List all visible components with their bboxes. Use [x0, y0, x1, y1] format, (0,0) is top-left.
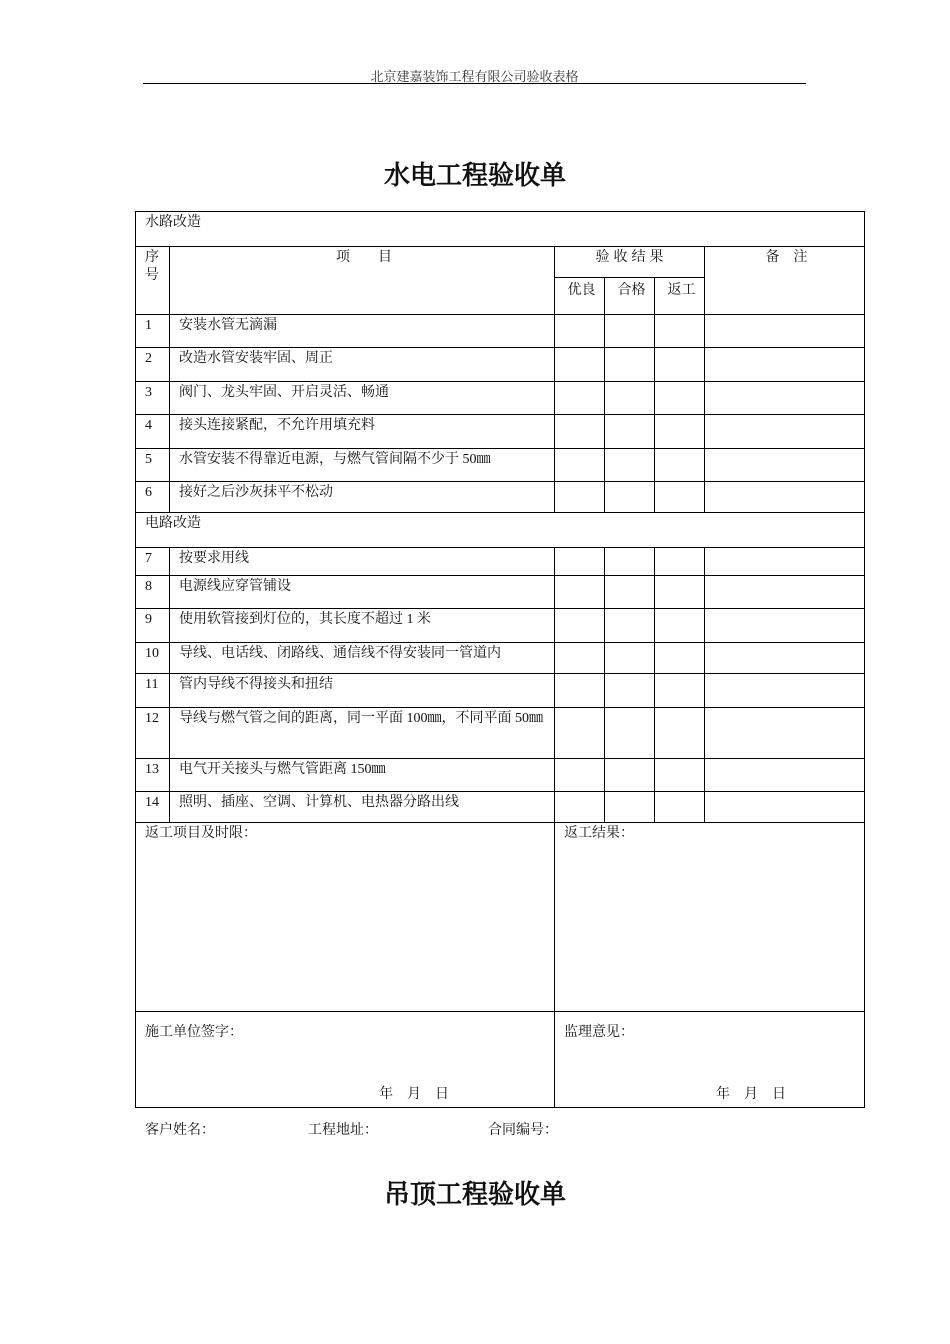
row-item: 使用软管接到灯位的，其长度不超过 1 米 — [170, 609, 555, 643]
row-number: 10 — [136, 643, 170, 674]
remark-cell[interactable] — [705, 348, 865, 382]
remark-cell[interactable] — [705, 708, 865, 759]
contract-number-label: 合同编号： — [488, 1123, 558, 1138]
pass-cell[interactable] — [605, 482, 655, 513]
contractor-sign-label: 施工单位签字： — [145, 1025, 243, 1040]
excellent-cell[interactable] — [555, 382, 605, 415]
row-number: 9 — [136, 609, 170, 643]
result-header: 验收结果 — [555, 247, 705, 278]
supervisor-opinion-field[interactable] — [555, 1012, 865, 1108]
rework-cell[interactable] — [655, 792, 705, 823]
excellent-cell[interactable] — [555, 759, 605, 792]
remark-cell[interactable] — [705, 609, 865, 643]
page-header: 北京建嘉装饰工程有限公司验收表格 — [370, 69, 579, 84]
table-row — [136, 576, 865, 609]
supervisor-opinion-label: 监理意见： — [564, 1025, 634, 1040]
remark-cell[interactable] — [705, 548, 865, 576]
row-number: 11 — [136, 674, 170, 708]
customer-name-label: 客户姓名： — [145, 1123, 215, 1138]
row-item: 按要求用线 — [170, 548, 555, 576]
row-number: 6 — [136, 482, 170, 513]
remark-cell[interactable] — [705, 449, 865, 482]
remark-cell[interactable] — [705, 382, 865, 415]
excellent-cell[interactable] — [555, 415, 605, 449]
pass-cell[interactable] — [605, 548, 655, 576]
supervisor-date-label: 年 月 日 — [716, 1087, 786, 1102]
row-number: 8 — [136, 576, 170, 609]
excellent-cell[interactable] — [555, 449, 605, 482]
rework-cell[interactable] — [655, 348, 705, 382]
pass-cell[interactable] — [605, 609, 655, 643]
rework-result-label: 返工结果： — [564, 826, 634, 841]
remark-cell[interactable] — [705, 643, 865, 674]
acceptance-form-table — [135, 211, 865, 1108]
row-item: 改造水管安装牢固、周正 — [170, 348, 555, 382]
excellent-cell[interactable] — [555, 792, 605, 823]
rework-cell[interactable] — [655, 609, 705, 643]
remark-cell[interactable] — [705, 415, 865, 449]
row-item: 安装水管无滴漏 — [170, 315, 555, 348]
item-header: 项 目 — [170, 247, 555, 315]
section-row-electric — [136, 513, 865, 548]
row-item: 照明、插座、空调、计算机、电热器分路出线 — [170, 792, 555, 823]
excellent-cell[interactable] — [555, 708, 605, 759]
pass-cell[interactable] — [605, 674, 655, 708]
rework-items-field[interactable] — [136, 823, 555, 1012]
contractor-date-label: 年 月 日 — [379, 1087, 449, 1102]
table-row — [136, 759, 865, 792]
section-label-electric: 电路改造 — [136, 513, 865, 548]
signature-row — [136, 1012, 865, 1108]
rework-header: 返工 — [655, 278, 705, 315]
row-number: 3 — [136, 382, 170, 415]
section-row-water — [136, 212, 865, 247]
row-item: 电气开关接头与燃气管距离 150㎜ — [170, 759, 555, 792]
row-item: 电源线应穿管铺设 — [170, 576, 555, 609]
row-number: 2 — [136, 348, 170, 382]
rework-cell[interactable] — [655, 708, 705, 759]
row-number: 7 — [136, 548, 170, 576]
rework-cell[interactable] — [655, 415, 705, 449]
pass-header: 合格 — [605, 278, 655, 315]
pass-cell[interactable] — [605, 449, 655, 482]
pass-cell[interactable] — [605, 415, 655, 449]
table-row — [136, 382, 865, 415]
row-number: 12 — [136, 708, 170, 759]
row-number: 13 — [136, 759, 170, 792]
table-row — [136, 415, 865, 449]
rework-row — [136, 823, 865, 1012]
remark-cell[interactable] — [705, 482, 865, 513]
pass-cell[interactable] — [605, 643, 655, 674]
header-row — [136, 247, 865, 278]
pass-cell[interactable] — [605, 315, 655, 348]
seq-header: 序号 — [136, 247, 170, 315]
row-number: 5 — [136, 449, 170, 482]
pass-cell[interactable] — [605, 759, 655, 792]
row-item: 接头连接紧配，不允许用填充料 — [170, 415, 555, 449]
excellent-cell[interactable] — [555, 643, 605, 674]
table-row — [136, 708, 865, 759]
remark-cell[interactable] — [705, 792, 865, 823]
excellent-cell[interactable] — [555, 674, 605, 708]
table-row — [136, 449, 865, 482]
next-form-title: 吊顶工程验收单 — [383, 1180, 566, 1210]
rework-cell[interactable] — [655, 674, 705, 708]
form-title: 水电工程验收单 — [383, 161, 566, 191]
pass-cell[interactable] — [605, 576, 655, 609]
table-row — [136, 674, 865, 708]
row-item: 导线与燃气管之间的距离，同一平面 100㎜，不同平面 50㎜ — [170, 708, 555, 759]
section-label-water: 水路改造 — [136, 212, 865, 247]
rework-cell[interactable] — [655, 449, 705, 482]
rework-result-field[interactable] — [555, 823, 865, 1012]
row-number: 14 — [136, 792, 170, 823]
project-address-label: 工程地址： — [308, 1123, 378, 1138]
remark-cell[interactable] — [705, 674, 865, 708]
pass-cell[interactable] — [605, 348, 655, 382]
table-row — [136, 348, 865, 382]
row-item: 水管安装不得靠近电源，与燃气管间隔不少于 50㎜ — [170, 449, 555, 482]
rework-cell[interactable] — [655, 576, 705, 609]
excellent-header: 优良 — [555, 278, 605, 315]
row-item: 阀门、龙头牢固、开启灵活、畅通 — [170, 382, 555, 415]
table-row — [136, 315, 865, 348]
table-row — [136, 548, 865, 576]
row-number: 1 — [136, 315, 170, 348]
pass-cell[interactable] — [605, 708, 655, 759]
pass-cell[interactable] — [605, 382, 655, 415]
remark-cell[interactable] — [705, 759, 865, 792]
rework-cell[interactable] — [655, 382, 705, 415]
rework-cell[interactable] — [655, 759, 705, 792]
row-item: 接好之后沙灰抹平不松动 — [170, 482, 555, 513]
contractor-sign-field[interactable] — [136, 1012, 555, 1108]
table-row — [136, 643, 865, 674]
table-row — [136, 792, 865, 823]
excellent-cell[interactable] — [555, 315, 605, 348]
row-item: 管内导线不得接头和扭结 — [170, 674, 555, 708]
excellent-cell[interactable] — [555, 482, 605, 513]
rework-cell[interactable] — [655, 548, 705, 576]
header-divider — [143, 83, 806, 84]
rework-cell[interactable] — [655, 315, 705, 348]
remark-cell[interactable] — [705, 576, 865, 609]
excellent-cell[interactable] — [555, 576, 605, 609]
table-row — [136, 609, 865, 643]
excellent-cell[interactable] — [555, 548, 605, 576]
row-item: 导线、电话线、闭路线、通信线不得安装同一管道内 — [170, 643, 555, 674]
excellent-cell[interactable] — [555, 348, 605, 382]
rework-cell[interactable] — [655, 643, 705, 674]
remark-cell[interactable] — [705, 315, 865, 348]
rework-items-label: 返工项目及时限： — [145, 826, 257, 841]
rework-cell[interactable] — [655, 482, 705, 513]
row-number: 4 — [136, 415, 170, 449]
pass-cell[interactable] — [605, 792, 655, 823]
remark-header: 备 注 — [705, 247, 865, 315]
excellent-cell[interactable] — [555, 609, 605, 643]
table-row — [136, 482, 865, 513]
